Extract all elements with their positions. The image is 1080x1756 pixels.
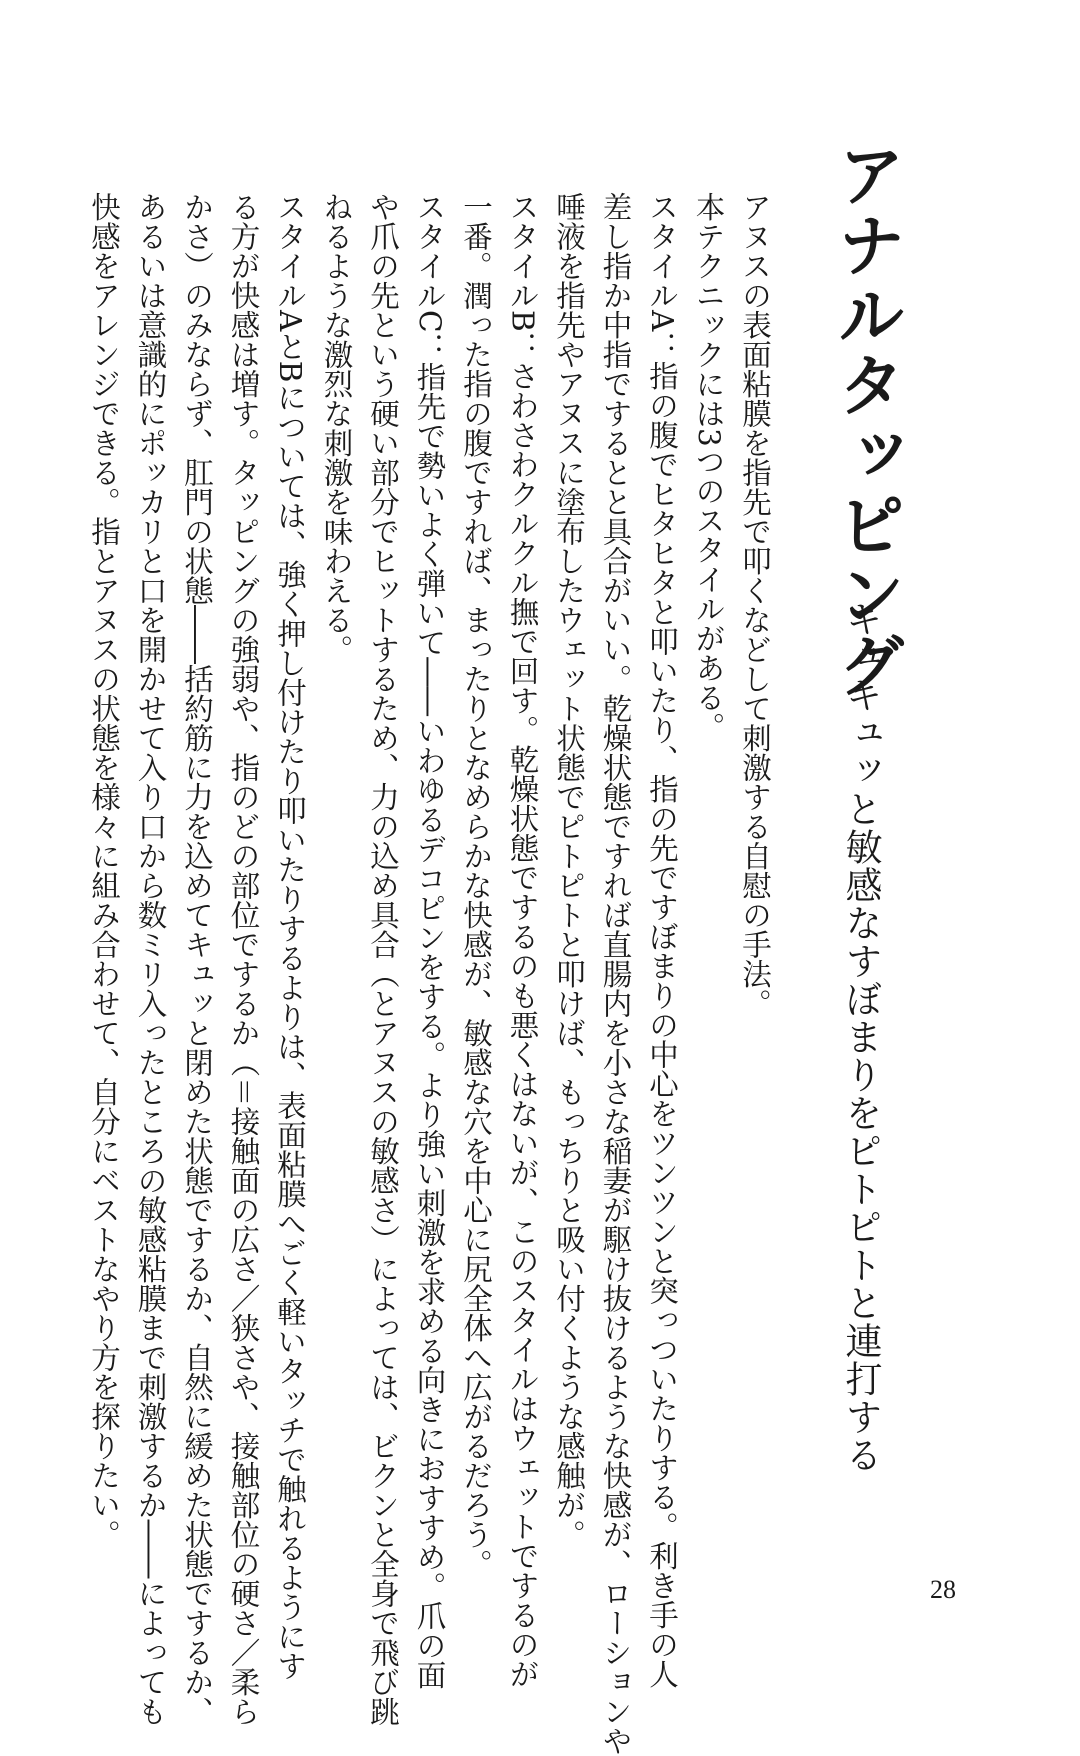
text-column: スタイルAとBについては、強く押し付けたり叩いたりするよりは、表面粘膜へごく軽いタッチで触れるようにす (273, 192, 307, 1681)
text-column: 一番。潤った指の腹ですれば、まったりとなめらかな快感が、敏感な穴を中心に尻全体へ広がるだろう。 (459, 192, 493, 1579)
body-text (81, 192, 779, 1756)
text-column: かさ）のみならず、肛門の状態――括約筋に力を込めてキュッと閉めた状態でするか、自然に緩めた状態でするか、 (180, 192, 214, 1726)
text-column: アヌスの表面粘膜を指先で叩くなどして刺激する自慰の手法。 (738, 192, 772, 1018)
text-column: る方が快感は増す。タッピングの強弱や、指のどの部位でするか（＝接触面の広さ／狭さや、接触部位の硬さ／柔ら (226, 192, 261, 1726)
text-column: 差し指か中指でするとと具合がいい。乾燥状態ですれば直腸内を小さな稲妻が駆け抜けるような快感が、ローションや (598, 192, 633, 1756)
text-column: 快感をアレンジできる。指とアヌスの状態を様々に組み合わせて、自分にベストなやり方を探りたい。 (87, 192, 121, 1549)
page-subtitle: キュキュッと敏感なすぼまりをピトピトと連打する (839, 600, 882, 1474)
text-column: 本テクニックには3つのスタイルがある。 (691, 192, 726, 742)
text-column: ねるような激烈な刺激を味わえる。 (319, 192, 354, 664)
text-column: あるいは意識的にポッカリと口を開かせて入り口から数ミリ入ったところの敏感粘膜まで刺激するか――によっても (133, 192, 168, 1726)
text-column: 唾液を指先やアヌスに塗布したウェット状態でピトピトと叩けば、もっちりと吸い付くような感触が。 (552, 192, 586, 1549)
text-column: スタイルC：指先で勢いよく弾いて――いわゆるデコピンをする。より強い刺激を求める向きにおすすめ。爪の面 (412, 192, 447, 1690)
text-column: スタイルB：さわさわクルクル撫で回す。乾燥状態でするのも悪くはないが、このスタイルはウェットでするのが (505, 192, 540, 1689)
text-column: や爪の先という硬い部分でヒットするため、力の込め具合（とアヌスの敏感さ）によっては、ビクンと全身で飛び跳 (366, 192, 400, 1726)
page-title: アナルタッピング (826, 140, 905, 700)
page-number: 28 (930, 1575, 956, 1604)
text-column: スタイルA：指の腹でヒタヒタと叩いたり、指の先ですぼまりの中心をツンツンと突っついたりする。利き手の人 (645, 192, 679, 1689)
